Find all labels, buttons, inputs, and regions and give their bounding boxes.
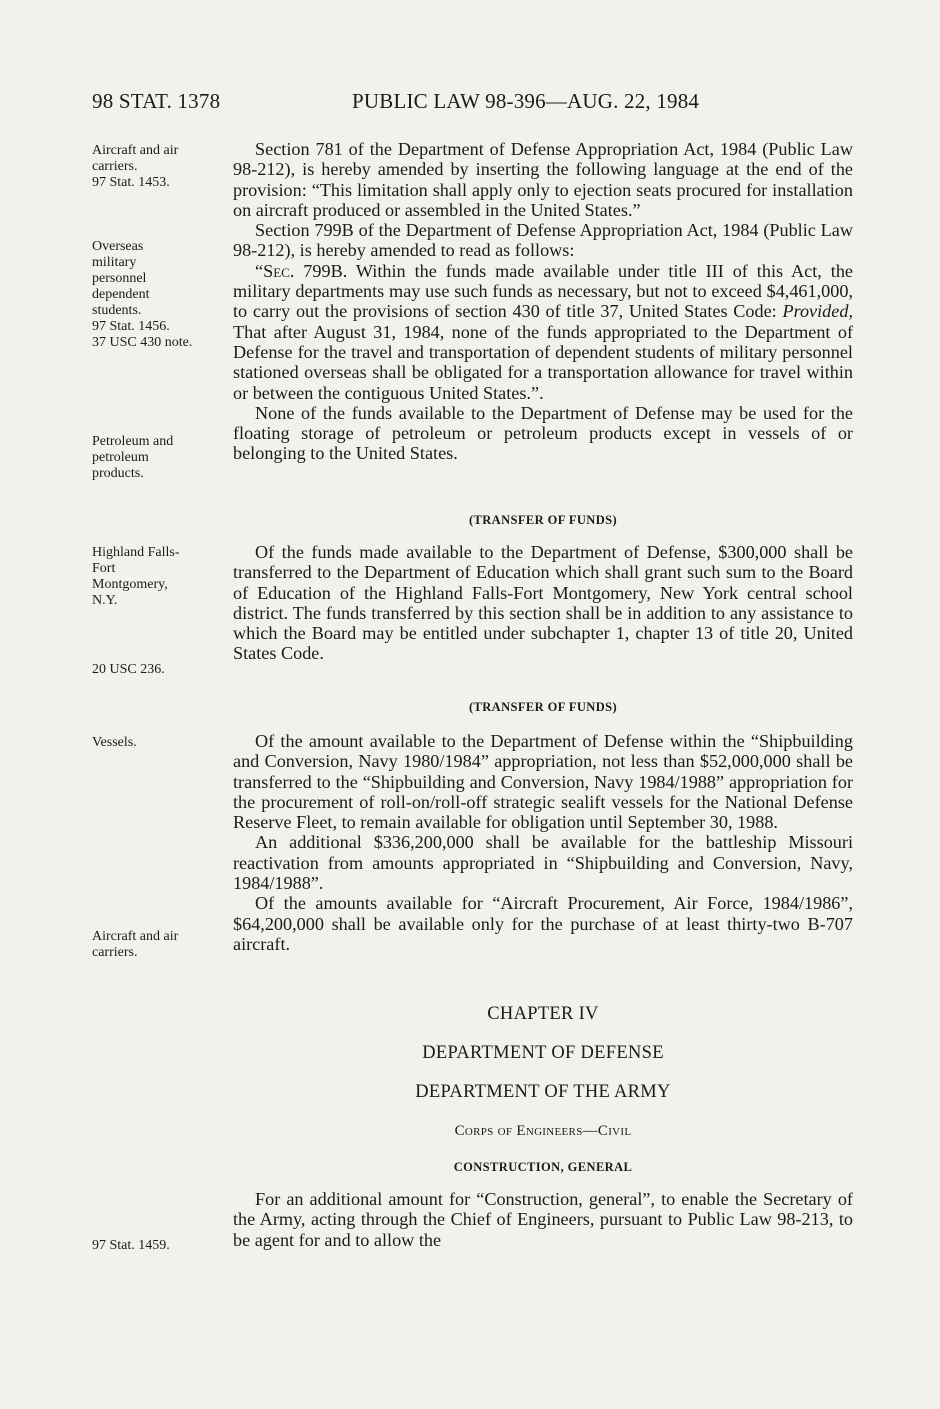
margin-note-overseas: Overseas military personnel dependent students. 97 Stat. 1456. 37 USC 430 note. (92, 239, 193, 350)
margin-note-highland-falls: Highland Falls- Fort Montgomery, N.Y. (92, 545, 180, 608)
body-block-2 (233, 542, 853, 664)
heading-corps-of-engineers: Corps of Engineers—Civil (454, 1123, 632, 1139)
page-title: PUBLIC LAW 98-396—AUG. 22, 1984 (352, 89, 700, 113)
stat-page-number: 98 STAT. 1378 (92, 89, 221, 113)
paragraph-shipbuilding: Of the amount available to the Department of Defense within the “Shipbuilding and Conversion, Navy 1980/1984” appropriation, not less than $52,000,000 shall be transferred to the “Shipbuilding and Conversion, Navy 1984/1988” appropriation for the procurement of roll-on/roll-off strategic sealift vessels for the National Defense Reserve Fleet, to remain available for obligation until September 30, 1988. (233, 731, 853, 833)
heading-department-of-defense: DEPARTMENT OF DEFENSE (422, 1043, 664, 1063)
sec-799b-label: “Sec. 799B. (255, 260, 348, 281)
paragraph-section-781: Section 781 of the Department of Defense Appropriation Act, 1984 (Public Law 98-212), is hereby amended by inserting the following language at the end of the provision: “This limitation shall apply only to ejection seats procured for installation on aircraft produced or assembled in the United States.” (233, 139, 853, 220)
paragraph-sec-799b-text: “Sec. 799B. Within the funds made available under title III of this Act, the military departments may use such funds as necessary, but not to exceed $4,461,000, to carry out the provisions of section 430 of title 37, United States Code: Provided, That after August 31, 1984, none of the funds appropriated to the Department of Defense for the travel and transportation of dependent students of military personnel stationed overseas shall be obligated for a transportation allowance for travel within or between the contiguous United States.”. (233, 260, 853, 403)
heading-transfer-of-funds-1: (TRANSFER OF FUNDS) (468, 513, 618, 527)
paragraph-petroleum: None of the funds available to the Department of Defense may be used for the floating storage of petroleum or petroleum products except in vessels of or belonging to the United States. (233, 402, 853, 464)
heading-transfer-of-funds-2: (TRANSFER OF FUNDS) (468, 700, 618, 714)
heading-chapter-iv: CHAPTER IV (487, 1004, 599, 1024)
body-block-3 (233, 731, 853, 954)
margin-note-vessels: Vessels. (92, 735, 137, 750)
paragraph-construction-general: For an additional amount for “Construction, general”, to enable the Secretary of the Army, acting through the Chief of Engineers, pursuant to Public Law 98-213, to be agent for and to allow the (233, 1189, 853, 1250)
margin-note-aircraft: Aircraft and air carriers. 97 Stat. 1453. (92, 143, 179, 190)
paragraph-highland-falls: Of the funds made available to the Department of Defense, $300,000 shall be transferred to the Department of Education which shall grant such sum to the Board of Education of the Highland Falls-Fort Montgomery, New York central school district. The funds transferred by this section shall be in addition to any assistance to which the Board may be entitled under subchapter 1, chapter 13 of title 20, United States Code. (233, 542, 853, 664)
provided-term: Provided, (782, 301, 853, 322)
margin-note-20-usc: 20 USC 236. (92, 662, 165, 677)
paragraph-missouri: An additional $336,200,000 shall be available for the battleship Missouri reactivation from amounts appropriated in “Shipbuilding and Conversion, Navy, 1984/1988”. (233, 832, 853, 894)
paragraph-aircraft-procurement: Of the amounts available for “Aircraft Procurement, Air Force, 1984/1986”, $64,200,000 shall be available only for the purchase of at least thirty-two B-707 aircraft. (233, 893, 853, 954)
paragraph-section-799b: Section 799B of the Department of Defense Appropriation Act, 1984 (Public Law 98-212), is hereby amended to read as follows: (233, 220, 853, 261)
margin-note-97-stat-1459: 97 Stat. 1459. (92, 1238, 170, 1253)
body-block-4 (233, 1189, 853, 1250)
heading-construction-general: CONSTRUCTION, GENERAL (453, 1160, 633, 1174)
margin-note-aircraft-2: Aircraft and air carriers. (92, 929, 179, 960)
body-block-1 (233, 139, 853, 464)
margin-note-petroleum: Petroleum and petroleum products. (92, 434, 174, 481)
heading-department-of-the-army: DEPARTMENT OF THE ARMY (415, 1082, 671, 1102)
